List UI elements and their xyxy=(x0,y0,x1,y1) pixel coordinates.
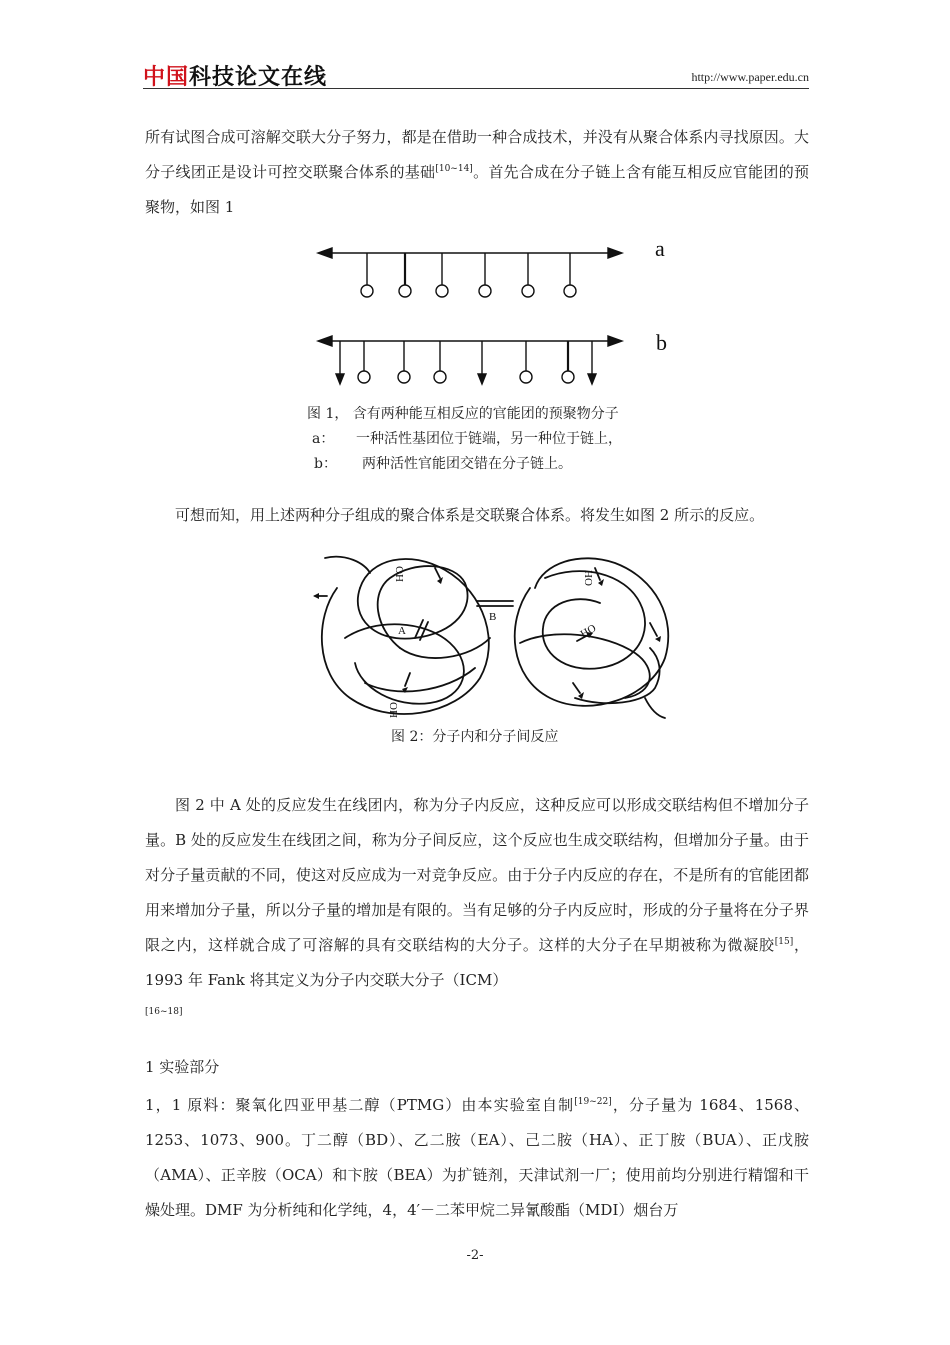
figure-2-label-ho-2: HO xyxy=(388,702,400,718)
figure-1-label-a: a xyxy=(655,236,665,261)
figure-1-diagram xyxy=(300,228,700,398)
citation-15: [15] xyxy=(774,937,794,947)
coil-left-inner-2 xyxy=(400,638,490,658)
paragraph-intro-text-b: 。首先合成在分子链上含有能互相反应官能团的预聚物，如图 1 xyxy=(145,163,809,216)
figure-1-caption-b-text: 两种活性官能团交错在分子链上。 xyxy=(362,456,572,472)
figure-1-caption-a-text: 一种活性基团位于链端，另一种位于链上， xyxy=(356,431,622,447)
header-url[interactable]: http://www.paper.edu.cn xyxy=(691,70,809,84)
logo-black-text: 科技论文在线 xyxy=(189,65,328,90)
citation-10-14: [10~14] xyxy=(435,164,473,174)
figure-2-caption: 图 2：分子内和分子间反应 xyxy=(391,729,559,745)
paragraph-intro xyxy=(145,120,809,225)
chain-b-pendants xyxy=(336,341,596,384)
figure-1-caption-title: 图 1， 含有两种能互相反应的官能团的预聚物分子 xyxy=(307,406,619,422)
chain-b-arrow-left xyxy=(318,336,332,346)
coil-left-inner-1 xyxy=(358,566,468,648)
citation-19-22: [19~22] xyxy=(574,1097,612,1107)
journal-logo xyxy=(143,60,327,91)
paragraph-materials-text-b: ，分子量为 1684、1568、1253、1073、900。丁二醇（BD）、乙二胺（EA）、己二胺（HA）、正丁胺（BUA）、正戊胺（AMA）、正辛胺（OCA）和卞胺（BEA）为扩链剂，天津试剂一厂；使用前均分别进行精馏和干燥处理。DMF 为分析纯和化学纯，4，4′－二苯甲烷二异氰酸酯（MDI）烟台万 xyxy=(145,1096,809,1219)
arrowhead-7 xyxy=(313,593,319,599)
coil-right-tail xyxy=(575,648,660,703)
paragraph-discussion xyxy=(145,788,809,1033)
coil-left-free xyxy=(325,557,370,573)
page-header xyxy=(143,58,809,89)
section-heading-experimental: 1 实验部分 xyxy=(145,1058,220,1076)
arrowhead-4 xyxy=(578,692,584,699)
citation-16-18: [16~18] xyxy=(145,1007,183,1017)
paragraph-intro-text-a: 所有试图合成可溶解交联大分子努力，都是在借助一种合成技术，并没有从聚合体系内寻找原因。大分子线团正是设计可控交联聚合体系的基础 xyxy=(145,128,809,181)
figure-2-label-ho-3: HO xyxy=(582,570,594,586)
figure-1-caption-a-key: a： xyxy=(312,431,335,447)
figure-2-label-B: B xyxy=(489,611,497,623)
figure-2-diagram xyxy=(305,548,685,728)
paragraph-materials xyxy=(145,1088,809,1228)
chain-a-pendants xyxy=(361,253,576,297)
arrowhead-2 xyxy=(598,579,604,586)
paragraph-discussion-text-b: ，1993 年 Fank 将其定义为分子内交联大分子（ICM） xyxy=(145,936,809,989)
paragraph-materials-text-a: 1，1 原料：聚氧化四亚甲基二醇（PTMG）由本实验室自制 xyxy=(145,1096,575,1114)
coil-right-free xyxy=(645,698,665,718)
paragraph-reaction: 可想而知，用上述两种分子组成的聚合体系是交联聚合体系。将发生如图 2 所示的反应。 xyxy=(175,506,765,524)
chain-a-arrow-left xyxy=(318,248,332,258)
arrowhead-6 xyxy=(655,636,661,642)
logo-red-text: 中国 xyxy=(143,65,190,90)
figure-2-label-A: A xyxy=(398,625,406,637)
figure-2-label-ho-4: HO xyxy=(578,622,599,641)
figure-2-label-ho-1: HO xyxy=(394,566,406,582)
page-number: -2- xyxy=(466,1248,484,1263)
chain-a-arrow-right xyxy=(608,248,622,258)
chain-b-arrow-right xyxy=(608,336,622,346)
figure-1-label-b: b xyxy=(656,330,667,355)
paragraph-discussion-text-a: 图 2 中 A 处的反应发生在线团内，称为分子内反应，这种反应可以形成交联结构但不增加分子量。B 处的反应发生在线团之间，称为分子间反应，这个反应也生成交联结构，但增加分子量。由于对分子量贡献的不同，使这对反应成为一对竞争反应。由于分子内反应的存在，不是所有的官能团都用来增加分子量，所以分子量的增加是有限的。当有足够的分子内反应时，形成的分子量将在分子界限之内，这样就合成了可溶解的具有交联结构的大分子。这样的大分子在早期被称为微凝胶 xyxy=(145,796,809,954)
coil-right-inner-2 xyxy=(520,634,650,698)
figure-1-caption-b-key: b： xyxy=(314,456,337,472)
